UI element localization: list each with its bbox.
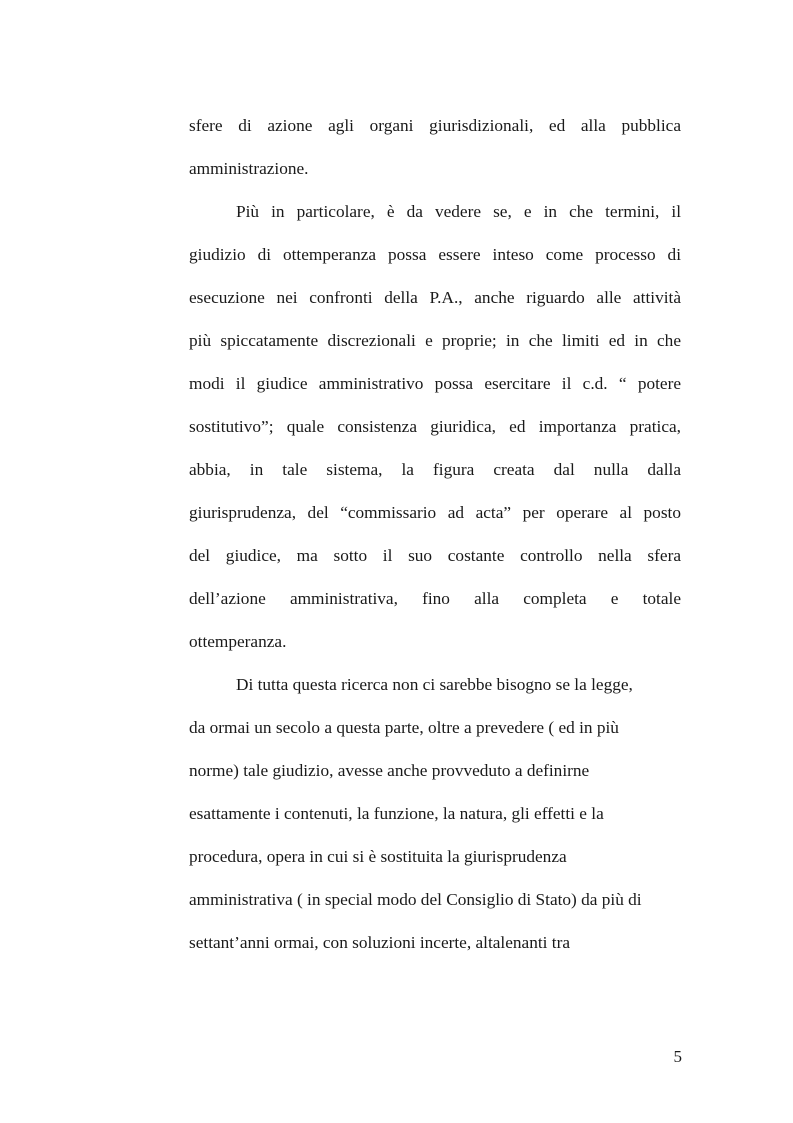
paragraph-2 <box>189 190 681 663</box>
text-line: sfere di azione agli organi giurisdizionali, ed alla pubblica <box>189 116 681 135</box>
text-line: Più in particolare, è da vedere se, e in che termini, il <box>236 202 681 221</box>
text-line: ottemperanza. <box>189 632 287 651</box>
text-line: settant’anni ormai, con soluzioni incerte, altalenanti tra <box>189 933 571 952</box>
text-line: esecuzione nei confronti della P.A., anche riguardo alle attività <box>189 288 681 307</box>
text-line: Di tutta questa ricerca non ci sarebbe bisogno se la legge, <box>236 675 633 694</box>
text-line: da ormai un secolo a questa parte, oltre a prevedere ( ed in più <box>189 718 619 737</box>
text-line: procedura, opera in cui si è sostituita la giurisprudenza <box>189 847 567 866</box>
text-line: del giudice, ma sotto il suo costante controllo nella sfera <box>189 546 681 565</box>
page-number: 5 <box>673 1047 682 1066</box>
text-line: amministrazione. <box>189 159 309 178</box>
text-line: abbia, in tale sistema, la figura creata dal nulla dalla <box>189 460 681 479</box>
text-line: esattamente i contenuti, la funzione, la natura, gli effetti e la <box>189 804 604 823</box>
text-line: giudizio di ottemperanza possa essere inteso come processo di <box>189 245 681 264</box>
text-line: più spiccatamente discrezionali e proprie; in che limiti ed in che <box>189 331 681 350</box>
text-line: modi il giudice amministrativo possa esercitare il c.d. “ potere <box>189 374 681 393</box>
paragraph-continuation <box>189 104 681 190</box>
paragraph-3 <box>189 663 681 964</box>
text-line: sostitutivo”; quale consistenza giuridica, ed importanza pratica, <box>189 417 681 436</box>
text-line: norme) tale giudizio, avesse anche provveduto a definirne <box>189 761 590 780</box>
text-line: dell’azione amministrativa, fino alla completa e totale <box>189 589 681 608</box>
text-line: amministrativa ( in special modo del Consiglio di Stato) da più di <box>189 890 642 909</box>
text-line: giurisprudenza, del “commissario ad acta” per operare al posto <box>189 503 681 522</box>
